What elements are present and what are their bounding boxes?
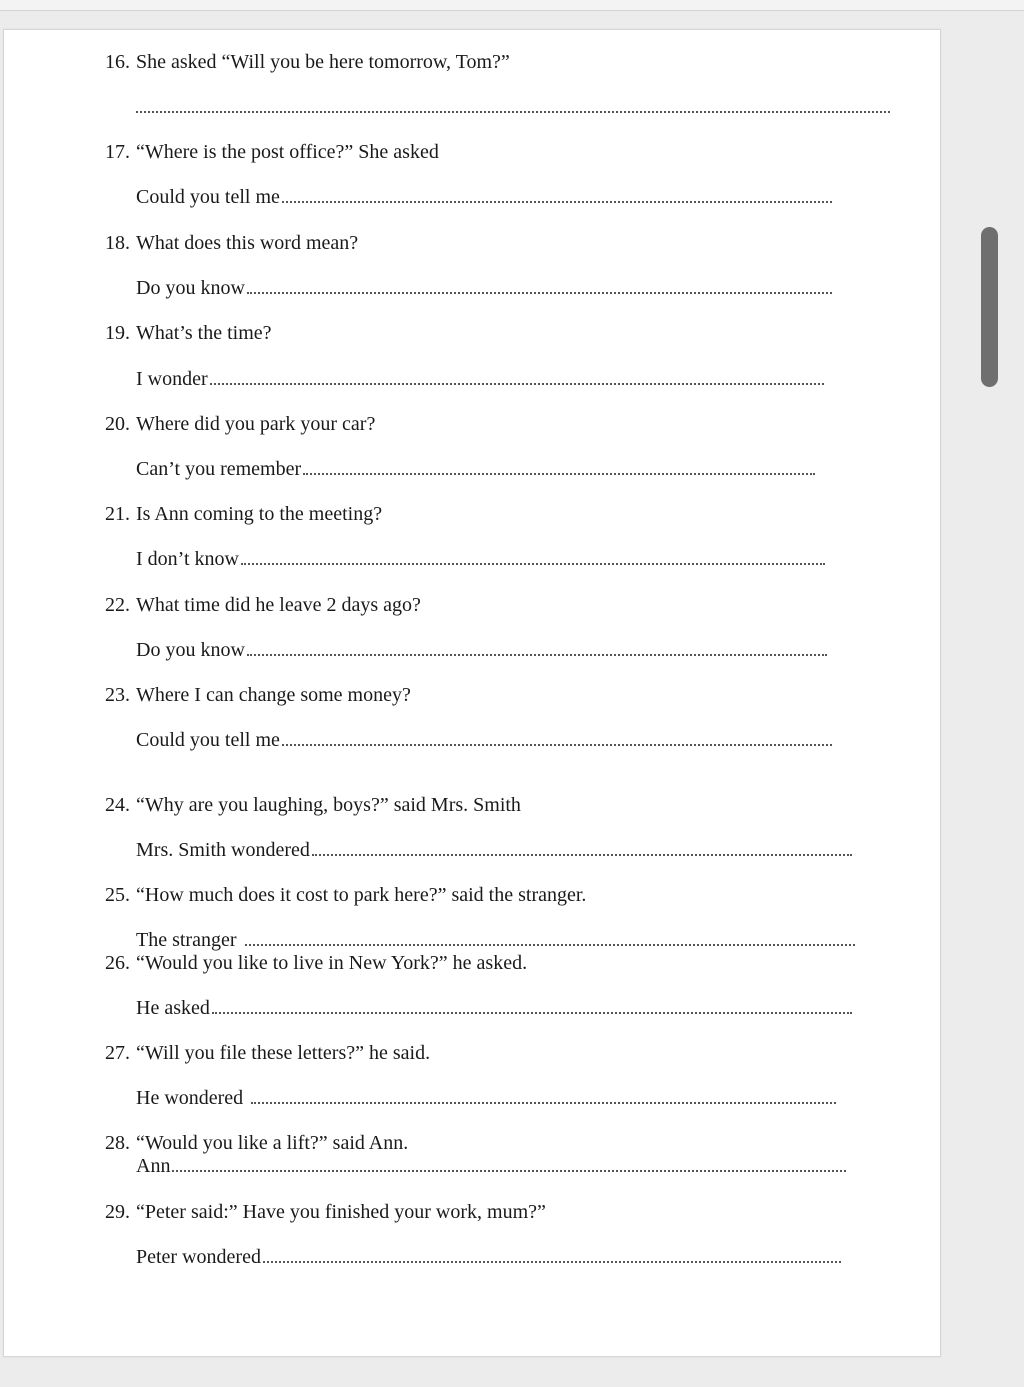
answer-blank[interactable] <box>282 200 832 203</box>
answer-blank[interactable] <box>312 853 852 856</box>
question-text: Where I can change some money? <box>136 684 411 706</box>
answer-blank[interactable] <box>303 472 815 475</box>
question-text: “Peter said:” Have you finished your work, mum?” <box>136 1201 546 1223</box>
answer-blank[interactable] <box>212 1011 852 1014</box>
question-number: 24. <box>105 794 130 816</box>
question-number: 17. <box>105 141 130 163</box>
question-text: “Would you like to live in New York?” he asked. <box>136 952 528 974</box>
answer-blank[interactable] <box>247 291 832 294</box>
question-number: 18. <box>105 232 130 254</box>
answer-blank[interactable] <box>251 1101 836 1104</box>
question-text: She asked “Will you be here tomorrow, Tom?” <box>136 51 510 73</box>
answer-line-22[interactable] <box>136 638 827 662</box>
question-number: 27. <box>105 1042 130 1064</box>
answer-blank[interactable] <box>247 653 827 656</box>
question-number: 20. <box>105 413 130 435</box>
scrollbar-thumb[interactable] <box>981 227 998 387</box>
question-number: 19. <box>105 322 130 344</box>
answer-blank[interactable] <box>210 382 824 385</box>
answer-line-21[interactable] <box>136 547 825 571</box>
answer-line-17[interactable] <box>136 185 832 209</box>
answer-blank[interactable] <box>245 943 855 946</box>
answer-line-19[interactable] <box>136 367 824 391</box>
answer-blank[interactable] <box>282 743 832 746</box>
answer-prompt: The stranger <box>136 929 237 951</box>
question-number: 22. <box>105 594 130 616</box>
question-text: What does this word mean? <box>136 232 359 254</box>
answer-prompt: Ann <box>136 1155 171 1177</box>
question-23 <box>105 683 411 707</box>
question-26 <box>105 951 527 975</box>
question-16 <box>105 50 510 74</box>
answer-line-25[interactable] <box>136 928 855 952</box>
question-text: Is Ann coming to the meeting? <box>136 503 383 525</box>
question-text: “Why are you laughing, boys?” said Mrs. Smith <box>136 794 521 816</box>
question-text: Where did you park your car? <box>136 413 376 435</box>
answer-line-24[interactable] <box>136 838 852 862</box>
answer-prompt: Could you tell me <box>136 729 280 751</box>
question-text: “Will you file these letters?” he said. <box>136 1042 431 1064</box>
question-22 <box>105 593 421 617</box>
answer-prompt: Do you know <box>136 277 245 299</box>
answer-blank[interactable] <box>263 1260 841 1263</box>
question-18 <box>105 231 358 255</box>
question-text: “Where is the post office?” She asked <box>136 141 439 163</box>
answer-prompt: Can’t you remember <box>136 458 302 480</box>
answer-line-18[interactable] <box>136 276 832 300</box>
question-24 <box>105 793 521 817</box>
question-number: 29. <box>105 1201 130 1223</box>
question-number: 21. <box>105 503 130 525</box>
answer-line-20[interactable] <box>136 457 815 481</box>
question-text: “Would you like a lift?” said Ann. <box>136 1132 409 1154</box>
top-toolbar <box>0 0 1024 11</box>
answer-blank-16[interactable] <box>136 110 890 113</box>
question-20 <box>105 412 375 436</box>
answer-prompt: I don’t know <box>136 548 239 570</box>
question-19 <box>105 321 272 345</box>
question-number: 23. <box>105 684 130 706</box>
answer-line-28[interactable] <box>136 1154 846 1178</box>
question-21 <box>105 502 382 526</box>
answer-prompt: He wondered <box>136 1087 244 1109</box>
answer-prompt: Peter wondered <box>136 1246 261 1268</box>
answer-prompt: Do you know <box>136 639 245 661</box>
question-25 <box>105 883 586 907</box>
answer-line-23[interactable] <box>136 728 832 752</box>
question-number: 26. <box>105 952 130 974</box>
question-number: 28. <box>105 1132 130 1154</box>
answer-line-27[interactable] <box>136 1086 836 1110</box>
question-number: 25. <box>105 884 130 906</box>
question-29 <box>105 1200 546 1224</box>
answer-blank[interactable] <box>241 562 825 565</box>
question-text: What’s the time? <box>136 322 272 344</box>
answer-line-29[interactable] <box>136 1245 841 1269</box>
answer-prompt: I wonder <box>136 368 208 390</box>
question-text: “How much does it cost to park here?” said the stranger. <box>136 884 587 906</box>
answer-prompt: Mrs. Smith wondered <box>136 839 310 861</box>
question-text: What time did he leave 2 days ago? <box>136 594 421 616</box>
question-17 <box>105 140 439 164</box>
answer-prompt: He asked <box>136 997 210 1019</box>
answer-blank[interactable] <box>172 1169 846 1172</box>
question-28 <box>105 1131 408 1155</box>
answer-prompt: Could you tell me <box>136 186 280 208</box>
question-number: 16. <box>105 51 130 73</box>
answer-line-26[interactable] <box>136 996 852 1020</box>
question-27 <box>105 1041 430 1065</box>
